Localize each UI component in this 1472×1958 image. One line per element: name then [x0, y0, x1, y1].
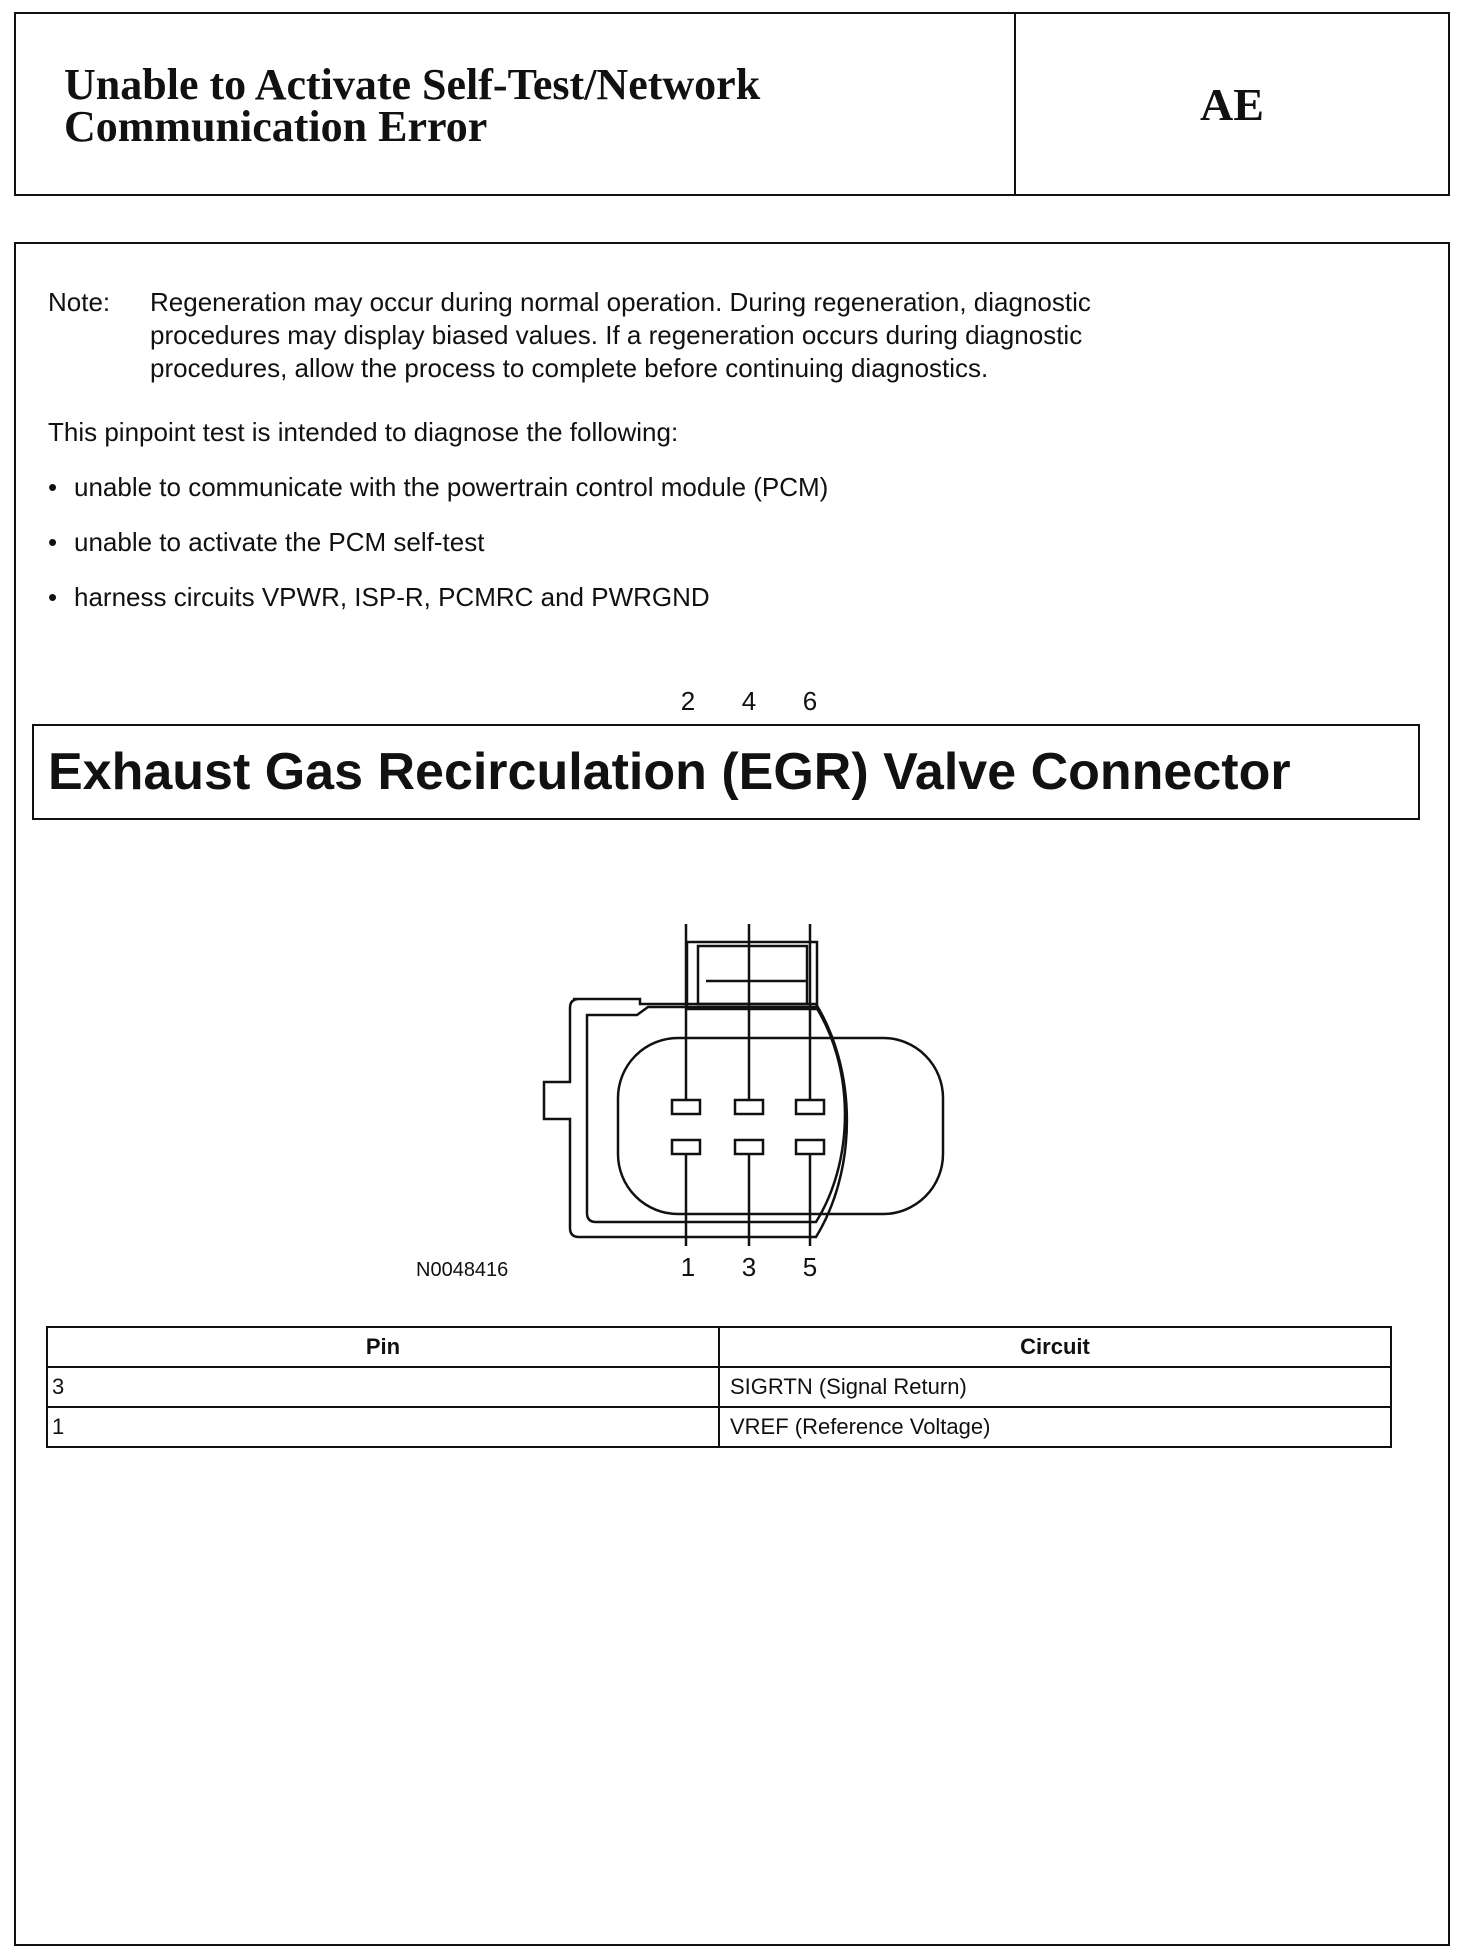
circuit-cell: VREF (Reference Voltage) — [719, 1407, 1391, 1447]
pin-4-terminal — [735, 1100, 763, 1114]
pin-2-terminal — [672, 1100, 700, 1114]
table-row — [47, 1407, 1391, 1447]
page-header — [14, 12, 1450, 196]
table-row — [47, 1367, 1391, 1407]
connector-diagram — [16, 244, 1448, 1304]
pin-6-terminal — [796, 1100, 824, 1114]
table-header-row — [47, 1327, 1391, 1367]
leader-lines — [686, 924, 810, 1246]
pin-cell: 3 — [47, 1367, 719, 1407]
pin-terminals — [672, 1100, 824, 1154]
pin-cell: 1 — [47, 1407, 719, 1447]
test-code: AE — [1200, 78, 1264, 130]
pin-5-terminal — [796, 1140, 824, 1154]
main-content — [14, 242, 1450, 1946]
pin-label-6: 6 — [802, 686, 818, 716]
list-item-text: unable to activate the PCM self-test — [74, 527, 485, 557]
bullet-icon: • — [48, 527, 58, 557]
connector-outline — [544, 942, 943, 1237]
title-line-1: Unable to Activate Self-Test/Network — [64, 60, 761, 109]
figure-id: N0048416 — [416, 1259, 509, 1281]
pin-label-4: 4 — [741, 686, 757, 716]
pin-label-5: 5 — [802, 1252, 818, 1282]
pin-3-terminal — [735, 1140, 763, 1154]
note-line-2: procedures may display biased values. If a regeneration occurs during diagnostic — [150, 320, 1083, 350]
circuit-cell: SIGRTN (Signal Return) — [719, 1367, 1391, 1407]
column-header-circuit: Circuit — [719, 1327, 1391, 1367]
intro-text: This pinpoint test is intended to diagnose the following: — [48, 417, 679, 447]
list-item-text: unable to communicate with the powertrain control module (PCM) — [74, 472, 829, 502]
note-line-1: Regeneration may occur during normal operation. During regeneration, diagnostic — [150, 287, 1091, 317]
column-header-pin: Pin — [47, 1327, 719, 1367]
pin-label-3: 3 — [741, 1252, 757, 1282]
pin-label-1: 1 — [680, 1252, 696, 1282]
note-label: Note: — [48, 287, 111, 317]
section-title: Exhaust Gas Recirculation (EGR) Valve Connector — [32, 724, 1420, 820]
bullet-icon: • — [48, 582, 58, 612]
page-title — [16, 14, 1016, 194]
note-line-3: procedures, allow the process to complete before continuing diagnostics. — [150, 353, 989, 383]
title-line-2: Communication Error — [64, 102, 488, 151]
pin-1-terminal — [672, 1140, 700, 1154]
bullet-icon: • — [48, 472, 58, 502]
list-item-text: harness circuits VPWR, ISP-R, PCMRC and PWRGND — [74, 582, 710, 612]
pin-circuit-table — [46, 1326, 1392, 1448]
pin-label-2: 2 — [680, 686, 696, 716]
